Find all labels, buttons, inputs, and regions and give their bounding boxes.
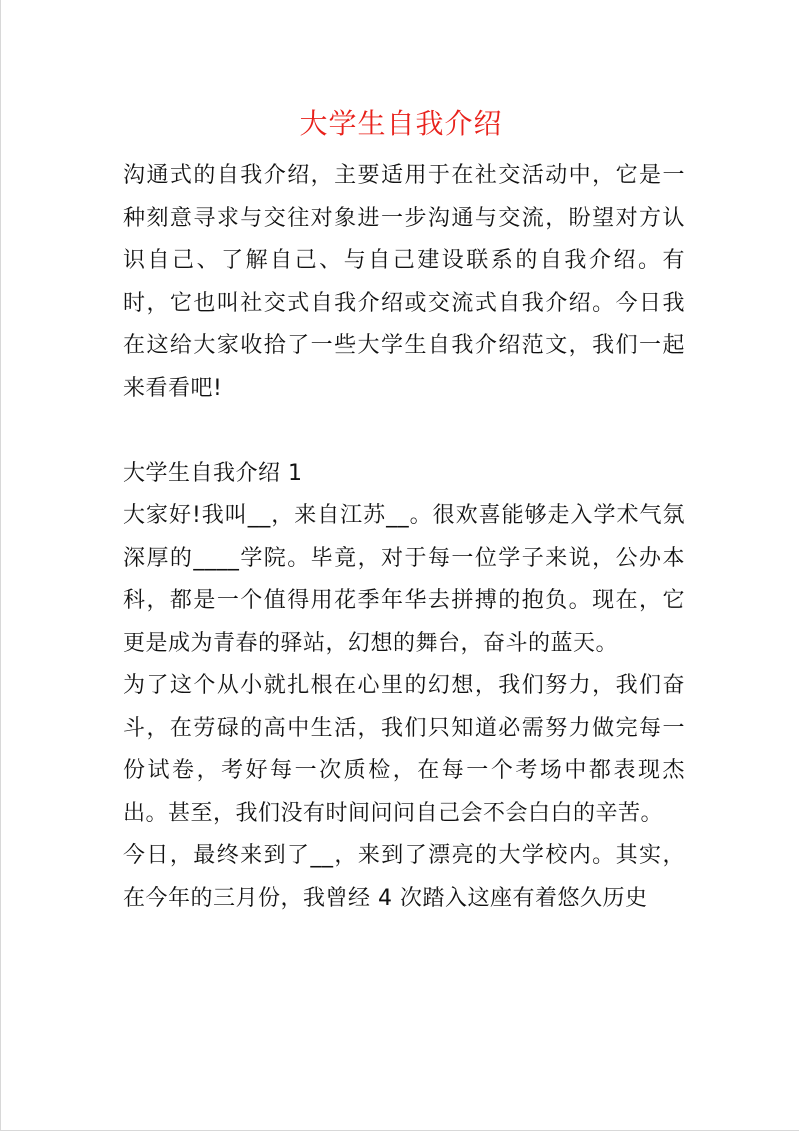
body-paragraph-1: 大家好!我叫__，来自江苏__。很欢喜能够走入学术气氛深厚的____学院。毕竟，对于每一位学子来说，公办本科，都是一个值得用花季年华去拼搏的抱负。现在，它更是成为青春的驿站，幻想的舞台，奋斗的蓝天。 bbox=[123, 503, 685, 656]
body-paragraph-3: 今日，最终来到了__，来到了漂亮的大学校内。其实，在今年的三月份，我曾经 4 次踏入这座有着悠久历史 bbox=[123, 843, 685, 911]
paragraph-spacer bbox=[123, 410, 685, 453]
section-heading: 大学生自我介绍 1 bbox=[123, 460, 303, 486]
body-paragraph-2: 为了这个从小就扎根在心里的幻想，我们努力，我们奋斗，在劳碌的高中生活，我们只知道必需努力做完每一份试卷，考好每一次质检，在每一个考场中都表现杰出。甚至，我们没有时间问问自己会不会白白的辛苦。 bbox=[123, 673, 685, 826]
document-body bbox=[123, 155, 685, 920]
document-title: 大学生自我介绍 bbox=[299, 107, 503, 140]
intro-paragraph: 沟通式的自我介绍，主要适用于在社交活动中，它是一种刻意寻求与交往对象进一步沟通与交流，盼望对方认识自己、了解自己、与自己建设联系的自我介绍。有时，它也叫社交式自我介绍或交流式自我介绍。今日我在这给大家收拾了一些大学生自我介绍范文，我们一起来看看吧! bbox=[123, 163, 685, 401]
